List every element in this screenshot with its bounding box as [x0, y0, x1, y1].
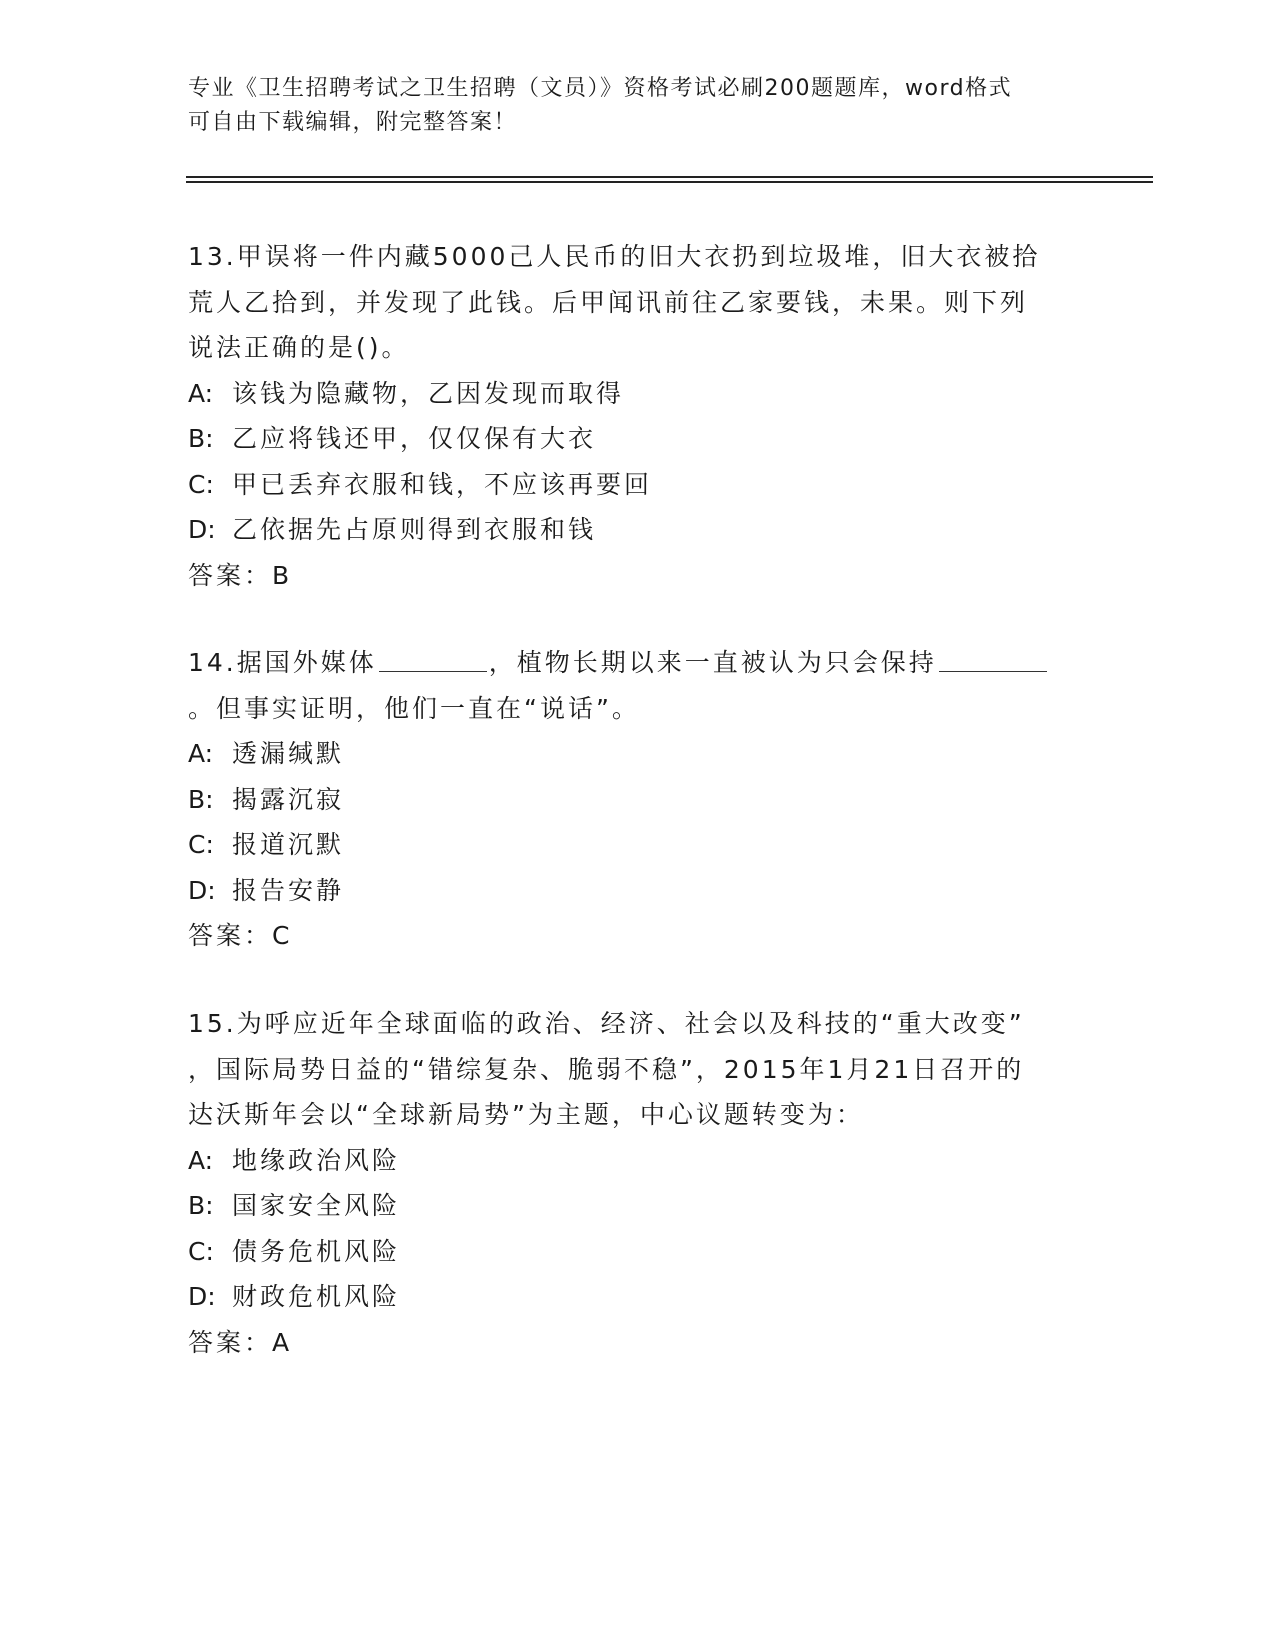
question-text-line: 达沃斯年会以“全球新局势”为主题，中心议题转变为：	[188, 1100, 864, 1129]
question-13	[188, 234, 1088, 598]
option-a	[188, 1138, 1088, 1184]
header-title-line-2: 可自由下载编辑，附完整答案！	[188, 110, 518, 135]
document-header	[188, 72, 1068, 140]
question-text-part: 14.据国外媒体	[188, 648, 377, 677]
option-text: 地缘政治风险	[232, 1145, 401, 1175]
header-divider-bottom	[186, 181, 1153, 183]
option-text: 该钱为隐藏物，乙因发现而取得	[232, 378, 625, 408]
option-letter: B:	[188, 424, 214, 453]
option-d	[188, 507, 1088, 553]
option-text: 债务危机风险	[232, 1236, 401, 1266]
option-letter: B:	[188, 784, 214, 814]
option-letter: A:	[188, 378, 214, 408]
question-text-line: 15.为呼应近年全球面临的政治、经济、社会以及科技的“重大改变”	[188, 1009, 1025, 1038]
option-text: 乙依据先占原则得到衣服和钱	[232, 515, 597, 544]
option-letter: C:	[188, 469, 214, 499]
option-a	[188, 371, 1088, 417]
question-text-line	[188, 640, 1088, 686]
option-letter: C:	[188, 1236, 214, 1266]
option-letter: C:	[188, 830, 214, 859]
option-a	[188, 731, 1088, 777]
option-d	[188, 868, 1088, 914]
option-text: 报告安静	[232, 875, 345, 905]
answer-line: 答案：B	[188, 560, 293, 590]
option-b	[188, 1183, 1088, 1229]
question-text-part: ，植物长期以来一直被认为只会保持	[488, 648, 937, 677]
option-letter: D:	[188, 1282, 216, 1311]
option-letter: A:	[188, 739, 214, 768]
option-c	[188, 1229, 1088, 1275]
option-d	[188, 1274, 1088, 1320]
fill-in-blank	[939, 649, 1047, 672]
option-letter: D:	[188, 875, 216, 905]
option-text: 国家安全风险	[232, 1191, 401, 1220]
option-c	[188, 462, 1088, 508]
question-text-line: 荒人乙拾到，并发现了此钱。后甲闻讯前往乙家要钱，未果。则下列	[188, 287, 1029, 317]
question-text-line: 13.甲误将一件内藏5000己人民币的旧大衣扔到垃圾堆，旧大衣被拾	[188, 242, 1041, 271]
option-text: 财政危机风险	[232, 1282, 401, 1311]
option-b	[188, 777, 1088, 823]
question-15	[188, 1001, 1088, 1365]
question-text-line: 。但事实证明，他们一直在“说话”。	[188, 693, 640, 723]
answer-line: 答案：C	[188, 921, 293, 950]
fill-in-blank	[379, 649, 487, 672]
option-text: 报道沉默	[232, 830, 345, 859]
header-title-line-1: 专业《卫生招聘考试之卫生招聘（文员）》资格考试必刷200题题库，word格式	[188, 76, 1013, 101]
option-c	[188, 822, 1088, 868]
option-text: 乙应将钱还甲，仅仅保有大衣	[232, 424, 597, 453]
question-14	[188, 640, 1088, 959]
option-letter: D:	[188, 515, 216, 544]
question-text-line: 说法正确的是()。	[188, 333, 410, 362]
header-divider-top	[186, 176, 1153, 178]
answer-line: 答案：A	[188, 1327, 293, 1357]
option-letter: A:	[188, 1145, 214, 1175]
option-text: 揭露沉寂	[232, 784, 345, 814]
option-b	[188, 416, 1088, 462]
option-text: 透漏缄默	[232, 739, 345, 768]
question-text-line: ，国际局势日益的“错综复杂、脆弱不稳”，2015年1月21日召开的	[188, 1054, 1025, 1084]
option-letter: B:	[188, 1191, 214, 1220]
option-text: 甲已丢弃衣服和钱，不应该再要回	[232, 469, 653, 499]
